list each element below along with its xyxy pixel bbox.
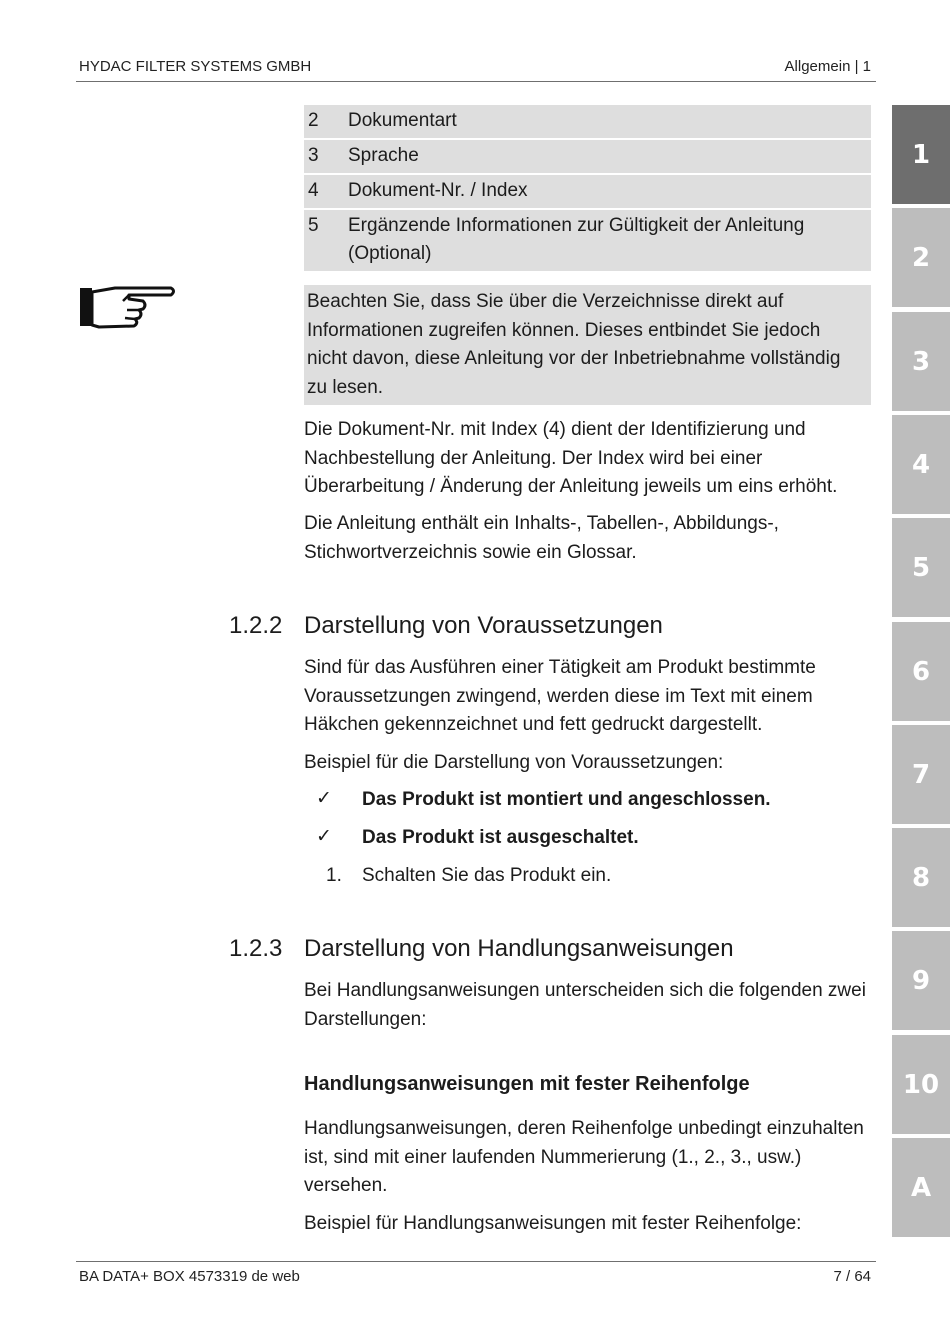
section-number: 1.2.2 <box>229 612 283 639</box>
pointing-hand-icon <box>79 282 179 332</box>
table-row-number: 2 <box>308 110 319 131</box>
section-title: Darstellung von Handlungsanweisungen <box>304 935 734 962</box>
table-row-number: 4 <box>308 180 319 201</box>
table-row-number: 3 <box>308 145 319 166</box>
step-number: 1. <box>326 865 342 886</box>
example-intro: Beispiel für die Darstellung von Voraussetzungen: <box>304 752 724 773</box>
table-row <box>304 175 871 208</box>
chapter-tab-4[interactable]: 4 <box>892 415 950 514</box>
check-icon: ✓ <box>316 826 332 847</box>
chapter-tab-a[interactable]: A <box>892 1138 950 1237</box>
table-row-number: 5 <box>308 215 319 236</box>
note-box <box>304 285 871 405</box>
chapter-tab-3[interactable]: 3 <box>892 312 950 411</box>
chapter-tab-2[interactable]: 2 <box>892 208 950 307</box>
chapter-tab-8[interactable]: 8 <box>892 828 950 927</box>
table-row-text: Dokumentart <box>348 110 457 131</box>
section-number: 1.2.3 <box>229 935 283 962</box>
paragraph-document-number: Die Dokument-Nr. mit Index (4) dient der Identifizierung und Nachbestellung der Anleitung. Der Index wird bei einer Überarbeitung / Änderung der Anleitung jeweils um eins erhöht. <box>304 419 838 497</box>
subheading: Handlungsanweisungen mit fester Reihenfolge <box>304 1073 750 1095</box>
subsection-body: Handlungsanweisungen, deren Reihenfolge unbedingt einzuhalten ist, sind mit einer laufenden Nummerierung (1., 2., 3., usw.) versehen. <box>304 1118 864 1196</box>
section-body: Bei Handlungsanweisungen unterscheiden sich die folgenden zwei Darstellungen: <box>304 980 866 1030</box>
step-text: Schalten Sie das Produkt ein. <box>362 865 612 886</box>
header-section: Allgemein | 1 <box>784 58 871 75</box>
chapter-tab-10[interactable]: 10 <box>892 1035 950 1134</box>
chapter-tab-7[interactable]: 7 <box>892 725 950 824</box>
table-row <box>304 210 871 271</box>
header-company: HYDAC FILTER SYSTEMS GMBH <box>79 58 312 75</box>
note-text: Beachten Sie, dass Sie über die Verzeichnisse direkt auf Informationen zugreifen können. Dieses entbindet Sie jedoch nicht davon, diese Anleitung vor der Inbetriebnahme vollständig zu lesen. <box>307 291 841 398</box>
section-body: Sind für das Ausführen einer Tätigkeit am Produkt bestimmte Voraussetzungen zwingend, werden diese im Text mit einem Häkchen gekennzeichnet und fett gedruckt dargestellt. <box>304 657 816 735</box>
footer-document: BA DATA+ BOX 4573319 de web <box>79 1268 300 1285</box>
footer-rule <box>76 1261 876 1262</box>
section-title: Darstellung von Voraussetzungen <box>304 612 663 639</box>
chapter-tab-6[interactable]: 6 <box>892 622 950 721</box>
prerequisite-item: Das Produkt ist montiert und angeschlossen. <box>362 789 771 810</box>
paragraph-directories: Die Anleitung enthält ein Inhalts-, Tabellen-, Abbildungs-, Stichwortverzeichnis sowie ein Glossar. <box>304 513 779 563</box>
table-row-text: Ergänzende Informationen zur Gültigkeit der Anleitung (Optional) <box>348 215 805 264</box>
chapter-tab-1[interactable]: 1 <box>892 105 950 204</box>
subsection-example: Beispiel für Handlungsanweisungen mit fester Reihenfolge: <box>304 1213 802 1234</box>
header-rule <box>76 81 876 82</box>
table-row <box>304 105 871 138</box>
chapter-tab-5[interactable]: 5 <box>892 518 950 617</box>
table-row-text: Dokument-Nr. / Index <box>348 180 528 201</box>
prerequisite-item: Das Produkt ist ausgeschaltet. <box>362 827 639 848</box>
table-row <box>304 140 871 173</box>
table-row-text: Sprache <box>348 145 419 166</box>
footer-page-number: 7 / 64 <box>833 1268 871 1285</box>
check-icon: ✓ <box>316 788 332 809</box>
chapter-tab-9[interactable]: 9 <box>892 931 950 1030</box>
